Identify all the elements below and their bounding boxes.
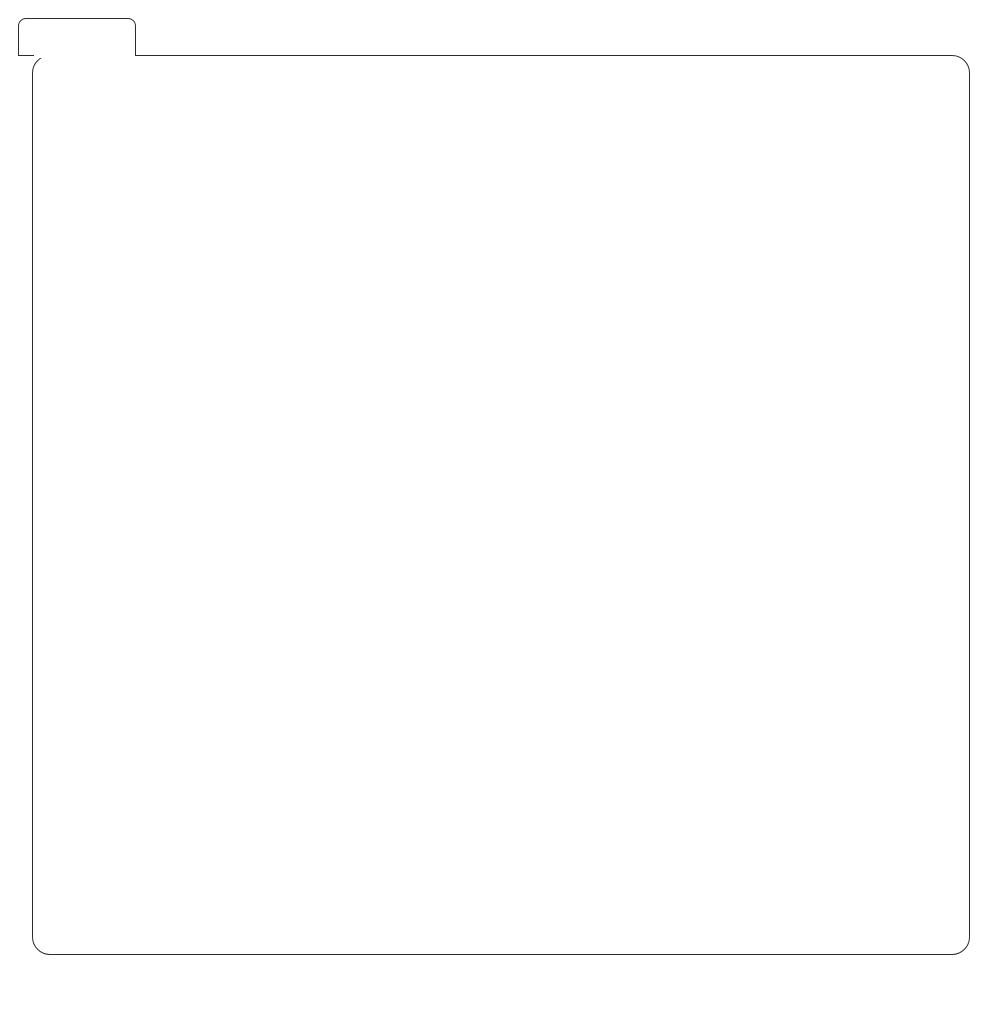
tab-merge-strip [34,54,135,58]
prompt-tab [18,18,136,56]
prompt-body-box [32,55,970,955]
